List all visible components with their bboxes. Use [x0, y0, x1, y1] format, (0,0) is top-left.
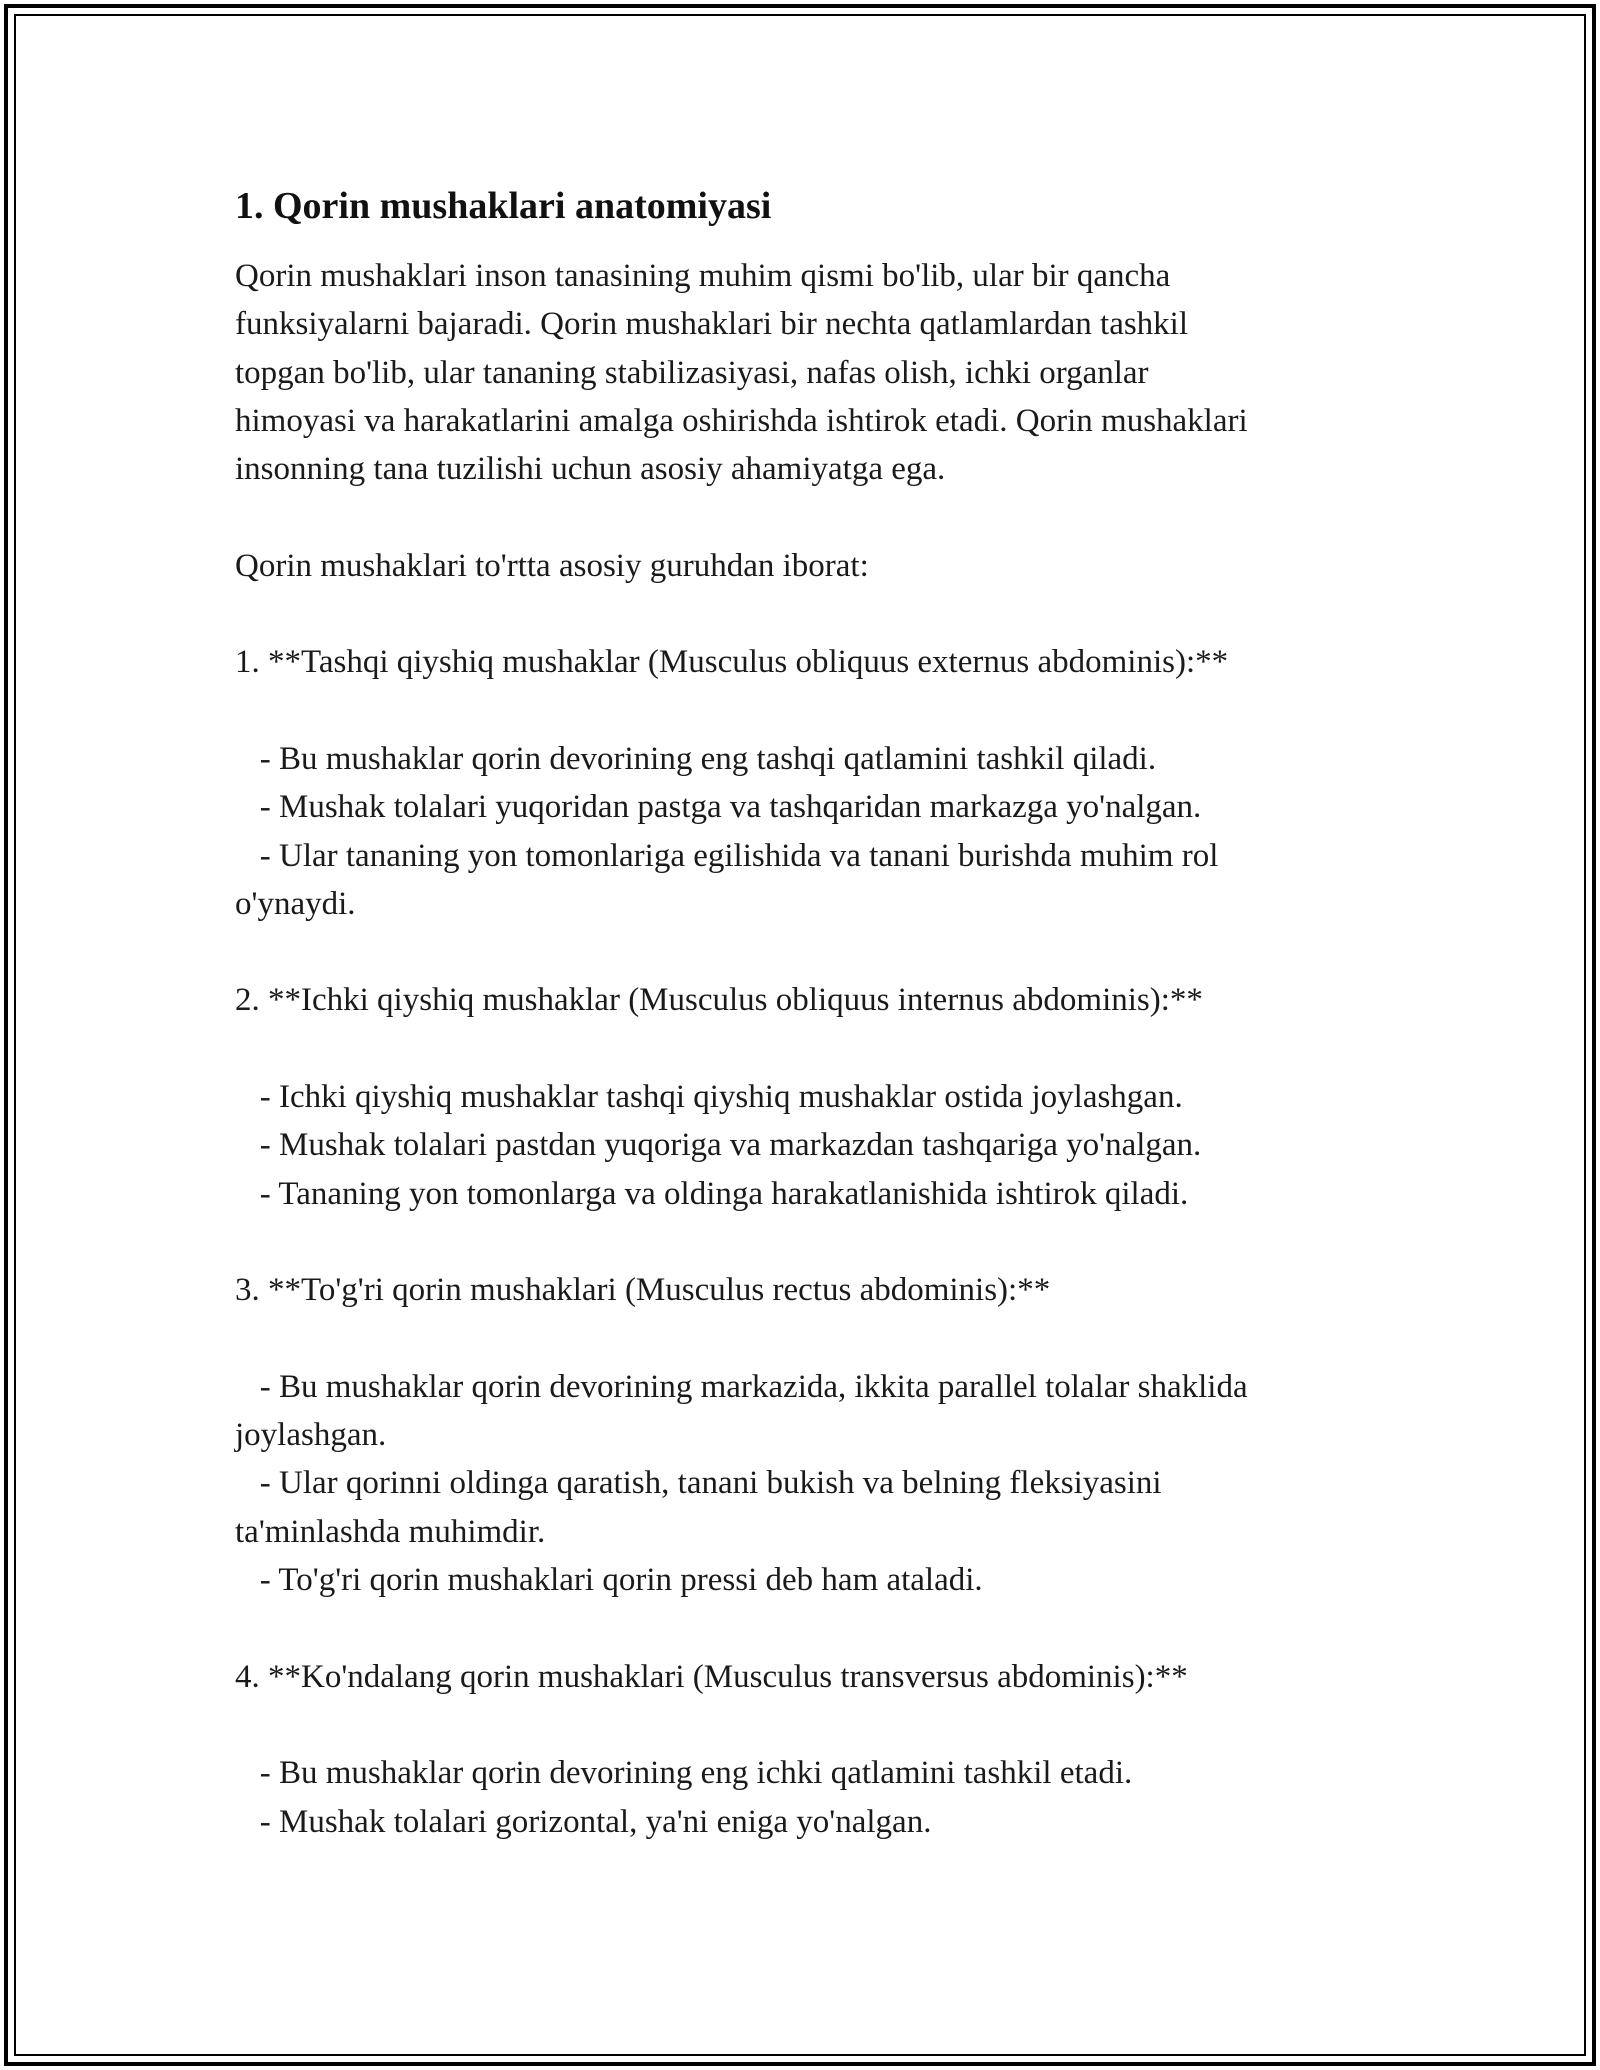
text-line: - Mushak tolalari yuqoridan pastga va tashqaridan markazga yo'nalgan.: [235, 789, 1202, 826]
text-line: topgan bo'lib, ular tananing stabilizasiyasi, nafas olish, ichki organlar: [235, 354, 1149, 391]
text-line: insonning tana tuzilishi uchun asosiy ahamiyatga ega.: [235, 451, 946, 488]
text-line: - Ichki qiyshiq mushaklar tashqi qiyshiq mushaklar ostida joylashgan.: [235, 1079, 1183, 1116]
text-line: - Tananing yon tomonlarga va oldinga harakatlanishida ishtirok qiladi.: [235, 1175, 1189, 1212]
text-line: - Mushak tolalari pastdan yuqoriga va markazdan tashqariga yo'nalgan.: [235, 1127, 1202, 1164]
text-line: 4. **Ko'ndalang qorin mushaklari (Musculus transversus abdominis):**: [235, 1658, 1188, 1695]
blank-line: [235, 1701, 1385, 1749]
text-line: 2. **Ichki qiyshiq mushaklar (Musculus obliquus internus abdominis):**: [235, 982, 1203, 1019]
text-line: - Ular qorinni oldinga qaratish, tanani bukish va belning fleksiyasini: [235, 1465, 1162, 1502]
text-line: - To'g'ri qorin mushaklari qorin pressi deb ham ataladi.: [235, 1562, 983, 1599]
blank-line: [235, 1604, 1385, 1652]
text-line: - Bu mushaklar qorin devorining eng ichki qatlamini tashkil etadi.: [235, 1755, 1133, 1792]
text-lines: [235, 252, 1385, 1846]
blank-line: [235, 1315, 1385, 1363]
text-line: 1. **Tashqi qiyshiq mushaklar (Musculus obliquus externus abdominis):**: [235, 644, 1229, 681]
text-line: - Ular tananing yon tomonlariga egilishida va tanani burishda muhim rol: [235, 837, 1219, 874]
text-line: - Bu mushaklar qorin devorining eng tashqi qatlamini tashkil qiladi.: [235, 740, 1157, 777]
document-body: [235, 182, 1385, 1846]
text-line: 3. **To'g'ri qorin mushaklari (Musculus rectus abdominis):**: [235, 1272, 1051, 1309]
blank-line: [235, 493, 1385, 541]
text-line: joylashgan.: [235, 1417, 387, 1454]
text-line: o'ynaydi.: [235, 885, 356, 922]
blank-line: [235, 928, 1385, 976]
text-line: Qorin mushaklari inson tanasining muhim qismi bo'lib, ular bir qancha: [235, 258, 1171, 294]
section-heading: 1. Qorin mushaklari anatomiyasi: [235, 185, 772, 227]
blank-line: [235, 1218, 1385, 1266]
text-line: - Bu mushaklar qorin devorining markazida, ikkita parallel tolalar shaklida: [235, 1368, 1248, 1405]
text-line: funksiyalarni bajaradi. Qorin mushaklari bir nechta qatlamlardan tashkil: [235, 306, 1189, 343]
text-line: himoyasi va harakatlarini amalga oshirishda ishtirok etadi. Qorin mushaklari: [235, 402, 1248, 439]
text-line: ta'minlashda muhimdir.: [235, 1513, 546, 1550]
blank-line: [235, 590, 1385, 638]
text-line: - Mushak tolalari gorizontal, ya'ni eniga yo'nalgan.: [235, 1803, 932, 1840]
text-line: Qorin mushaklari to'rtta asosiy guruhdan iborat:: [235, 547, 869, 584]
blank-line: [235, 1025, 1385, 1073]
blank-line: [235, 687, 1385, 735]
